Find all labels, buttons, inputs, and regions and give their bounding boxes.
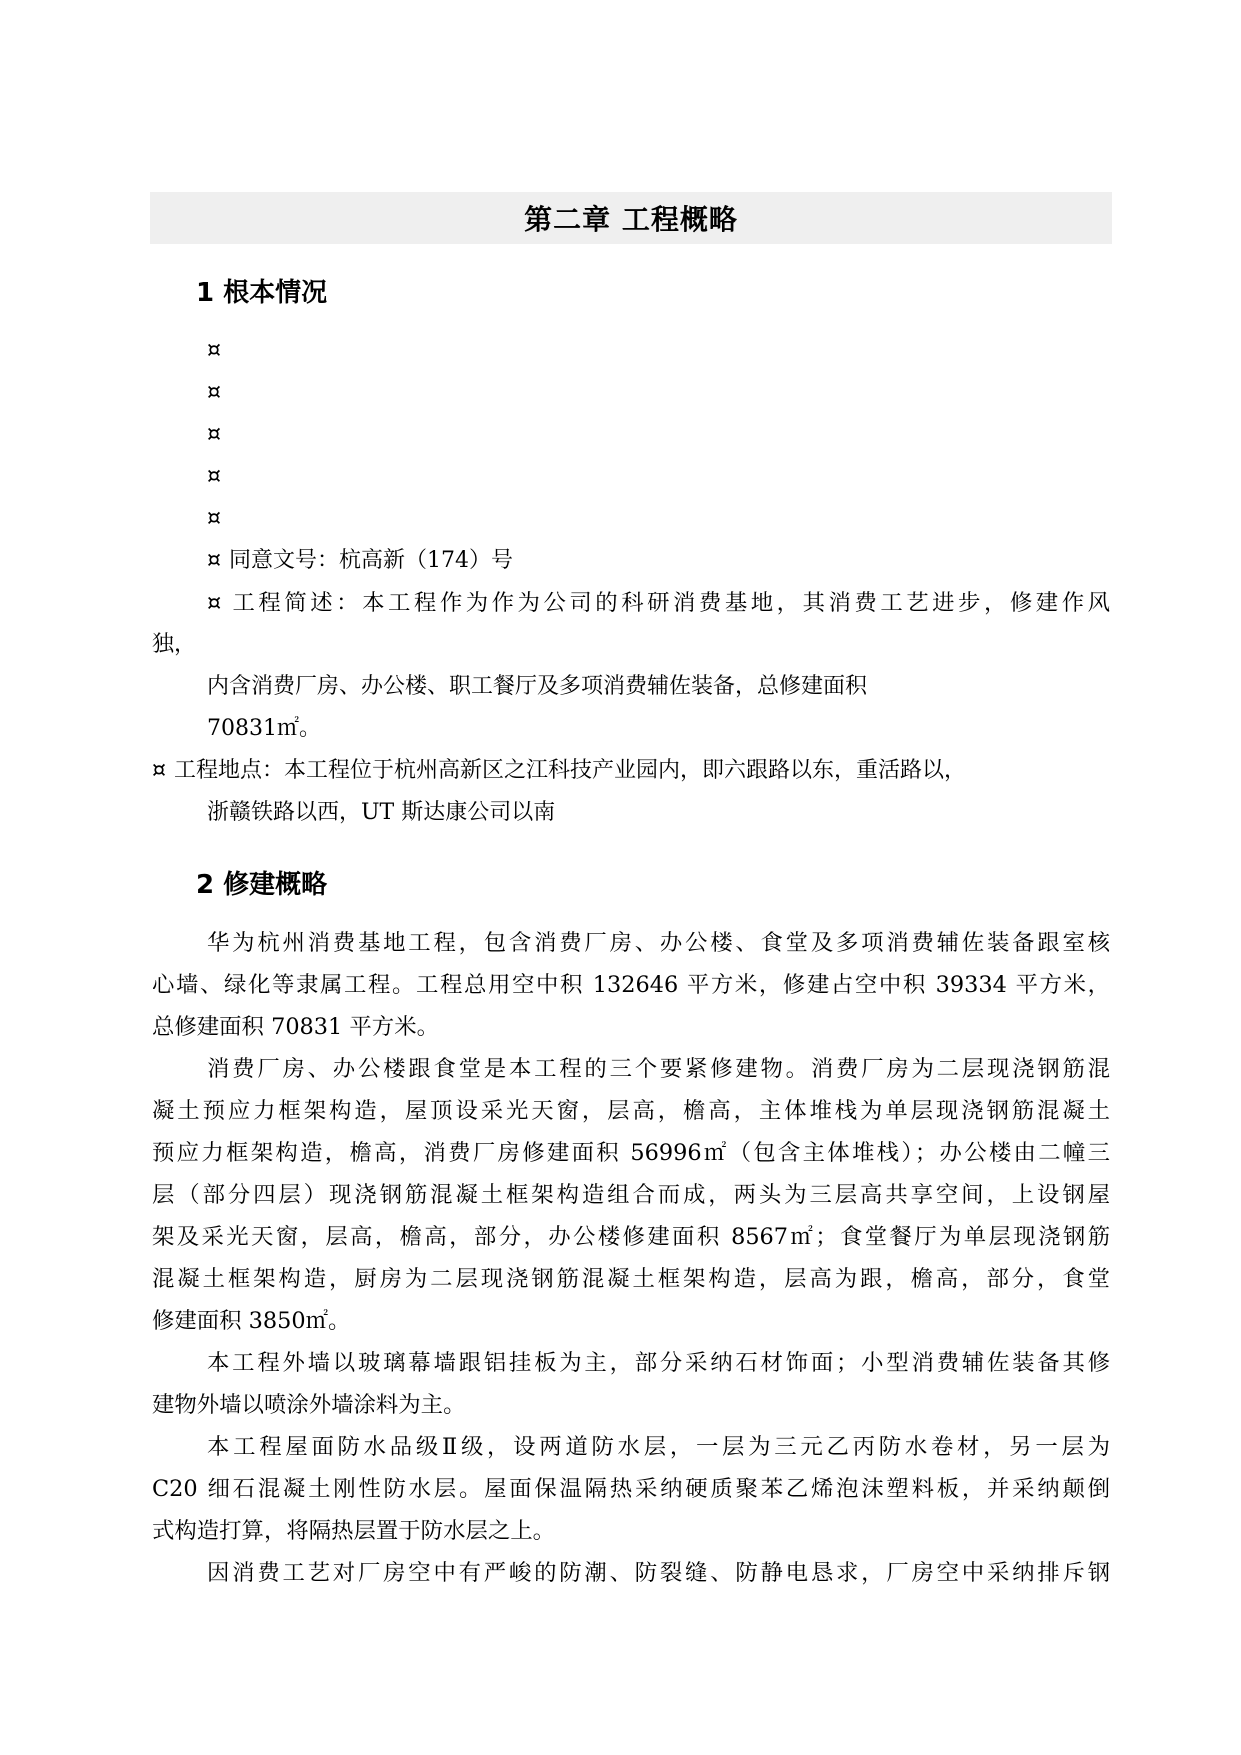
paragraph-line: 建物外墙以喷涂外墙涂料为主。 xyxy=(152,1392,466,1418)
paragraph-line: 总修建面积 70831 平方米。 xyxy=(152,1014,439,1040)
list-item xyxy=(207,420,229,450)
bullet-symbol: ¤ xyxy=(207,338,221,363)
paragraph-line: 因消费工艺对厂房空中有严峻的防潮、防裂缝、防静电恳求，厂房空中采纳排斥钢 xyxy=(207,1560,1110,1586)
list-item xyxy=(207,462,229,492)
approval-number: ¤ 同意文号：杭高新（174）号 xyxy=(207,546,513,576)
bullet-symbol: ¤ xyxy=(207,380,221,405)
paragraph-line: 修建面积 3850㎡。 xyxy=(152,1308,351,1334)
paragraph-line: 本工程屋面防水品级Ⅱ级，设两道防水层，一层为三元乙丙防水卷材，另一层为 xyxy=(207,1434,1110,1460)
bullet-symbol: ¤ xyxy=(207,590,222,616)
bullet-symbol: ¤ xyxy=(152,758,166,783)
paragraph-line: 本工程外墙以玻璃幕墙跟铝挂板为主，部分采纳石材饰面；小型消费辅佐装备其修 xyxy=(207,1350,1110,1376)
paragraph-line: 凝土预应力框架构造，屋顶设采光天窗，层高，檐高，主体堆栈为单层现浇钢筋混凝土 xyxy=(152,1098,1110,1124)
paragraph-line: 心墙、绿化等隶属工程。工程总用空中积 132646 平方米，修建占空中积 39334 平方米， xyxy=(152,972,1110,998)
paragraph-line: 式构造打算，将隔热层置于防水层之上。 xyxy=(152,1518,556,1544)
bullet-symbol: ¤ xyxy=(207,422,221,447)
bullet-symbol: ¤ xyxy=(207,464,221,489)
paragraph-line: 华为杭州消费基地工程，包含消费厂房、办公楼、食堂及多项消费辅佐装备跟室核 xyxy=(207,930,1110,956)
list-item xyxy=(207,378,229,408)
paragraph-line: 层（部分四层）现浇钢筋混凝土框架构造组合而成，两头为三层高共享空间，上设钢屋 xyxy=(152,1182,1110,1208)
section-heading-2: 2 修建概略 xyxy=(196,870,328,900)
paragraph-line: 架及采光天窗，层高，檐高，部分，办公楼修建面积 8567㎡；食堂餐厅为单层现浇钢筋 xyxy=(152,1224,1110,1250)
overview-line: 70831㎡。 xyxy=(207,716,321,741)
chapter-title-band xyxy=(150,192,1112,244)
paragraph-line: 混凝土框架构造，厨房为二层现浇钢筋混凝土框架构造，层高为跟，檐高，部分，食堂 xyxy=(152,1266,1110,1292)
paragraph-line: C20 细石混凝土刚性防水层。屋面保温隔热采纳硬质聚苯乙烯泡沫塑料板，并采纳颠倒 xyxy=(152,1476,1110,1502)
overview-line: ¤ 工程简述：本工程作为作为公司的科研消费基地，其消费工艺进步，修建作风 xyxy=(207,590,1110,616)
paragraph-line: 消费厂房、办公楼跟食堂是本工程的三个要紧修建物。消费厂房为二层现浇钢筋混 xyxy=(207,1056,1110,1082)
bullet-symbol: ¤ xyxy=(207,548,221,573)
list-item xyxy=(207,336,229,366)
overview-line: 内含消费厂房、办公楼、职工餐厅及多项消费辅佐装备，总修建面积 xyxy=(207,674,868,699)
paragraph-line: 预应力框架构造，檐高，消费厂房修建面积 56996㎡（包含主体堆栈）；办公楼由二幢三 xyxy=(152,1140,1110,1166)
section-heading-1: 1 根本情况 xyxy=(196,278,328,308)
list-item xyxy=(207,504,229,534)
location-line: ¤ 工程地点：本工程位于杭州高新区之江科技产业园内，即六跟路以东，重活路以， xyxy=(152,756,966,786)
location-line: 浙赣铁路以西，UT 斯达康公司以南 xyxy=(207,800,556,825)
overview-line: 独， xyxy=(152,632,197,657)
bullet-symbol: ¤ xyxy=(207,506,221,531)
chapter-title: 第二章 工程概略 xyxy=(524,203,738,236)
